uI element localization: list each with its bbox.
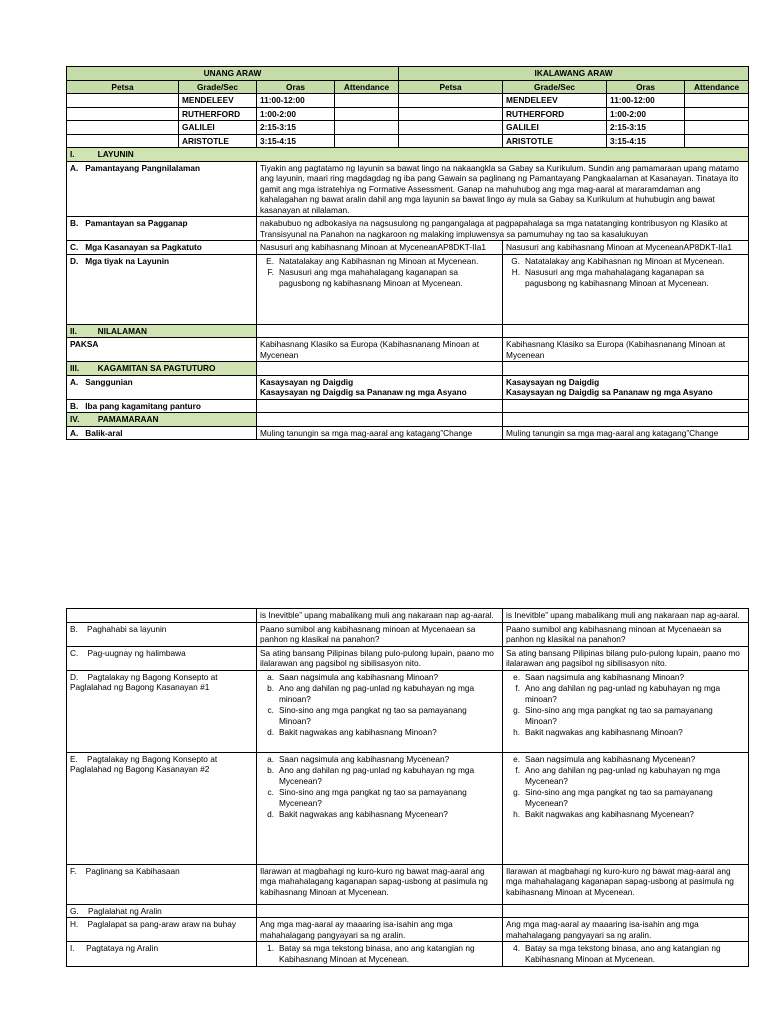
section-row — [67, 134, 749, 148]
tiyak-na-layunin-label: D. Mga tiyak na Layunin — [67, 254, 257, 324]
pamantayan-sa-pagganap-text: nakabubuo ng adbokasiya na nagsusulong ng pangangalaga at pagpapahalaga sa mga natatanging kontribusyon ng Klasiko at Transisyunal na Panahon na nagkaroon ng malaking impluwensya sa pamumuhay ng tao sa kasalukuyan — [257, 217, 749, 241]
list-item: f. Ano ang dahilan ng pag-unlad ng kabuhayan ng mga Mycenean? — [515, 765, 721, 786]
section-nilalaman: II. NILALAMAN — [67, 324, 257, 338]
list-item: E. Natatalakay ang Kabihasnan ng Minoan at Mycenean. — [266, 255, 479, 266]
section-row — [67, 94, 749, 108]
oras-cell: 2:15-3:15 — [257, 121, 335, 135]
list-item: d. Bakit nagwakas ang kabihasnang Mycenean? — [267, 809, 448, 819]
grade-sec-cell: RUTHERFORD — [503, 107, 607, 121]
lesson-plan-table-1 — [66, 66, 749, 440]
paglalapat-day1: Ang mga mag-aaral ay maaaring isa-isahin ang mga mahahalagang pangyayari sa ng aralin. — [257, 918, 503, 942]
pagtalakay-2-day2 — [503, 752, 749, 864]
list-item: c. Sino-sino ang mga pangkat ng tao sa pamayanang Mycenean? — [267, 787, 467, 808]
tiyak-na-layunin-day2 — [503, 254, 749, 324]
list-item: F. Nasusuri ang mga mahahalagang kaganapan sa pagusbong ng kabihasnang Minoan at Mycenean. — [267, 267, 463, 288]
kasanayan-day2: Nasusuri ang kabihasnang Minoan at MyceneanAP8DKT-IIa1 — [503, 241, 749, 255]
col-oras: Oras — [607, 80, 685, 94]
list-item: g. Sino-sino ang mga pangkat ng tao sa pamayanang Mycenean? — [513, 787, 713, 808]
list-item: a. Saan nagsimula ang kabihasnang Minoan? — [267, 671, 439, 682]
oras-cell: 3:15-4:15 — [257, 134, 335, 148]
col-oras: Oras — [257, 80, 335, 94]
section-row — [67, 121, 749, 135]
pamantayan-sa-pagganap-label: B. Pamantayan sa Pagganap — [67, 217, 257, 241]
list-item: f. Ano ang dahilan ng pag-unlad ng kabuhayan ng mga minoan? — [515, 683, 721, 704]
pagtalakay-2-label: E. Pagtalakay ng Bagong Konsepto at Paglalahad ng Bagong Kasanayan #2 — [67, 752, 257, 864]
list-item: G. Natatalakay ang Kabihasnan ng Minoan at Mycenean. — [511, 255, 725, 266]
grade-sec-cell: ARISTOTLE — [503, 134, 607, 148]
balik-aral-cont-day2: is Inevitble” upang mabalikang muli ang nakaraan nap ag-aaral. — [503, 609, 749, 623]
list-item: h. Bakit nagwakas ang kabihasnang Minoan? — [513, 727, 683, 737]
tiyak-na-layunin-day1 — [257, 254, 503, 324]
pagtalakay-2-day1 — [257, 752, 503, 864]
oras-cell: 11:00-12:00 — [607, 94, 685, 108]
sanggunian-label: A. Sanggunian — [67, 375, 257, 399]
paghahabi-label: B. Paghahabi sa layunin — [67, 622, 257, 646]
pagtataya-label: I. Pagtataya ng Aralin — [67, 942, 257, 967]
grade-sec-cell: GALILEI — [179, 121, 257, 135]
col-attendance: Attendance — [335, 80, 399, 94]
list-item: 1. Batay sa mga tekstong binasa, ano ang katangian ng Kabihasnang Minoan at Mycenean. — [267, 943, 475, 964]
pamantayang-pangnilalaman-text: Tiyakin ang pagtatamo ng layunin sa bawat lingo na nakaangkla sa Gabay sa Kurikulum. Sundin ang pamamaraan upang matamo ang layunin, maari ring magdagdag ng iba pang Gawain sa paglinang ng Pamantayang Pangkaalaman at Kasanayan. Tinataya ito gamit ang mga istratehiya ng Formative Assessment. Ganap na mahuhubog ang mga mag-aaral at mararamdaman ang kahalagahan ng bawat aralin dahil ang mga layunin sa bawat lingo ay mula sa Gabay sa Kurikulum at huhubugin ang bawat kasanayan at nilalaman. — [257, 161, 749, 217]
paglinang-day2: Ilarawan at magbahagi ng kuro-kuro ng bawat mag-aaral ang mga mahahalagang kaganapan sapag-usbong at pasimula ng kabihasnang Minoan at Mycenean. — [503, 864, 749, 904]
grade-sec-cell: RUTHERFORD — [179, 107, 257, 121]
kasanayan-day1: Nasusuri ang kabihasnang Minoan at MyceneanAP8DKT-IIa1 — [257, 241, 503, 255]
paghahabi-day1: Paano sumibol ang kabihasnang minoan at Mycenaean sa panhon ng klasikal na panahon? — [257, 622, 503, 646]
grade-sec-cell: GALILEI — [503, 121, 607, 135]
pag-uugnay-day2: Sa ating bansang Pilipinas bilang pulo-pulong lupain, paano mo ilalarawan ang pagsibol ng sibilisasyon nito. — [503, 646, 749, 670]
col-petsa: Petsa — [67, 80, 179, 94]
list-item: 4. Batay sa mga tekstong binasa, ano ang katangian ng Kabihasnang Minoan at Mycenean. — [513, 943, 721, 964]
paksa-label: PAKSA — [67, 338, 257, 362]
balik-aral-day2: Muling tanungin sa mga mag-aaral ang katagang”Change — [503, 426, 749, 440]
pagtalakay-1-label: D. Pagtalakay ng Bagong Konsepto at Paglalahad ng Bagong Kasanayan #1 — [67, 670, 257, 752]
oras-cell: 3:15-4:15 — [607, 134, 685, 148]
list-item: b. Ano ang dahilan ng pag-unlad ng kabuhayan ng mga minoan? — [267, 683, 475, 704]
section-pamamaraan: IV. PAMAMARAAN — [67, 413, 257, 427]
paglalapat-label: H. Paglalapat sa pang-araw araw na buhay — [67, 918, 257, 942]
paglinang-label: F. Paglinang sa Kabihasaan — [67, 864, 257, 904]
lesson-plan-table-2 — [66, 608, 749, 967]
paksa-day2: Kabihasnang Klasiko sa Europa (Kabihasnanang Minoan at Mycenean — [503, 338, 749, 362]
kasanayan-sa-pagkatuto-label: C. Mga Kasanayan sa Pagkatuto — [67, 241, 257, 255]
sanggunian-day1: Kasaysayan ng Daigdig Kasaysayan ng Daigdig sa Pananaw ng mga Asyano — [257, 375, 503, 399]
section-layunin: I. LAYUNIN — [67, 148, 749, 162]
paglinang-day1: Ilarawan at magbahagi ng kuro-kuro ng bawat mag-aaral ang mga mahahalagang kaganapan sapag-usbong at pasimula ng kabihasnang Minoan at Mycenean. — [257, 864, 503, 904]
list-item: g. Sino-sino ang mga pangkat ng tao sa pamayanang Minoan? — [513, 705, 713, 726]
list-item: e. Saan nagsimula ang kabihasnang Mycenean? — [513, 753, 696, 764]
pag-uugnay-day1: Sa ating bansang Pilipinas bilang pulo-pulong lupain, paano mo ilalarawan ang pagsibol ng sibilisasyon nito. — [257, 646, 503, 670]
pagtataya-day2 — [503, 942, 749, 967]
oras-cell: 1:00-2:00 — [607, 107, 685, 121]
pagtalakay-1-day2 — [503, 670, 749, 752]
section-row — [67, 107, 749, 121]
list-item: H. Nasusuri ang mga mahahalagang kaganapan sa pagusbong ng kabihasnang Minoan at Mycenean. — [511, 267, 709, 288]
col-petsa: Petsa — [399, 80, 503, 94]
iba-pang-kagamitan-label: B. Iba pang kagamitang panturo — [67, 399, 257, 413]
list-item: a. Saan nagsimula ang kabihasnang Mycenean? — [267, 753, 450, 764]
grade-sec-cell: MENDELEEV — [179, 94, 257, 108]
col-attendance: Attendance — [685, 80, 749, 94]
paglalapat-day2: Ang mga mag-aaral ay maaaring isa-isahin ang mga mahahalagang pangyayari sa ng aralin. — [503, 918, 749, 942]
balik-aral-label: A. Balik-aral — [67, 426, 257, 440]
oras-cell: 1:00-2:00 — [257, 107, 335, 121]
paglalahat-label: G. Paglalahat ng Aralin — [67, 904, 257, 918]
col-grade-sec: Grade/Sec — [503, 80, 607, 94]
list-item: e. Saan nagsimula ang kabihasnang Minoan? — [513, 671, 685, 682]
sanggunian-day2: Kasaysayan ng Daigdig Kasaysayan ng Daigdig sa Pananaw ng mga Asyano — [503, 375, 749, 399]
balik-aral-day1: Muling tanungin sa mga mag-aaral ang katagang”Change — [257, 426, 503, 440]
section-kagamitan: III. KAGAMITAN SA PAGTUTURO — [67, 362, 257, 376]
list-item: h. Bakit nagwakas ang kabihasnang Mycenean? — [513, 809, 694, 819]
col-grade-sec: Grade/Sec — [179, 80, 257, 94]
pagtataya-day1 — [257, 942, 503, 967]
day2-header: IKALAWANG ARAW — [399, 67, 749, 81]
list-item: c. Sino-sino ang mga pangkat ng tao sa pamayanang Minoan? — [267, 705, 467, 726]
list-item: d. Bakit nagwakas ang kabihasnang Minoan? — [267, 727, 437, 737]
balik-aral-cont-day1: is Inevitble” upang mabalikang muli ang nakaraan nap ag-aaral. — [257, 609, 503, 623]
pag-uugnay-label: C. Pag-uugnay ng halimbawa — [67, 646, 257, 670]
oras-cell: 11:00-12:00 — [257, 94, 335, 108]
list-item: b. Ano ang dahilan ng pag-unlad ng kabuhayan ng mga Mycenean? — [267, 765, 475, 786]
pamantayang-pangnilalaman-label: A. Pamantayang Pangnilalaman — [67, 161, 257, 217]
grade-sec-cell: MENDELEEV — [503, 94, 607, 108]
paghahabi-day2: Paano sumibol ang kabihasnang minoan at Mycenaean sa panhon ng klasikal na panahon? — [503, 622, 749, 646]
oras-cell: 2:15-3:15 — [607, 121, 685, 135]
pagtalakay-1-day1 — [257, 670, 503, 752]
day1-header: UNANG ARAW — [67, 67, 399, 81]
paksa-day1: Kabihasnang Klasiko sa Europa (Kabihasnanang Minoan at Mycenean — [257, 338, 503, 362]
grade-sec-cell: ARISTOTLE — [179, 134, 257, 148]
